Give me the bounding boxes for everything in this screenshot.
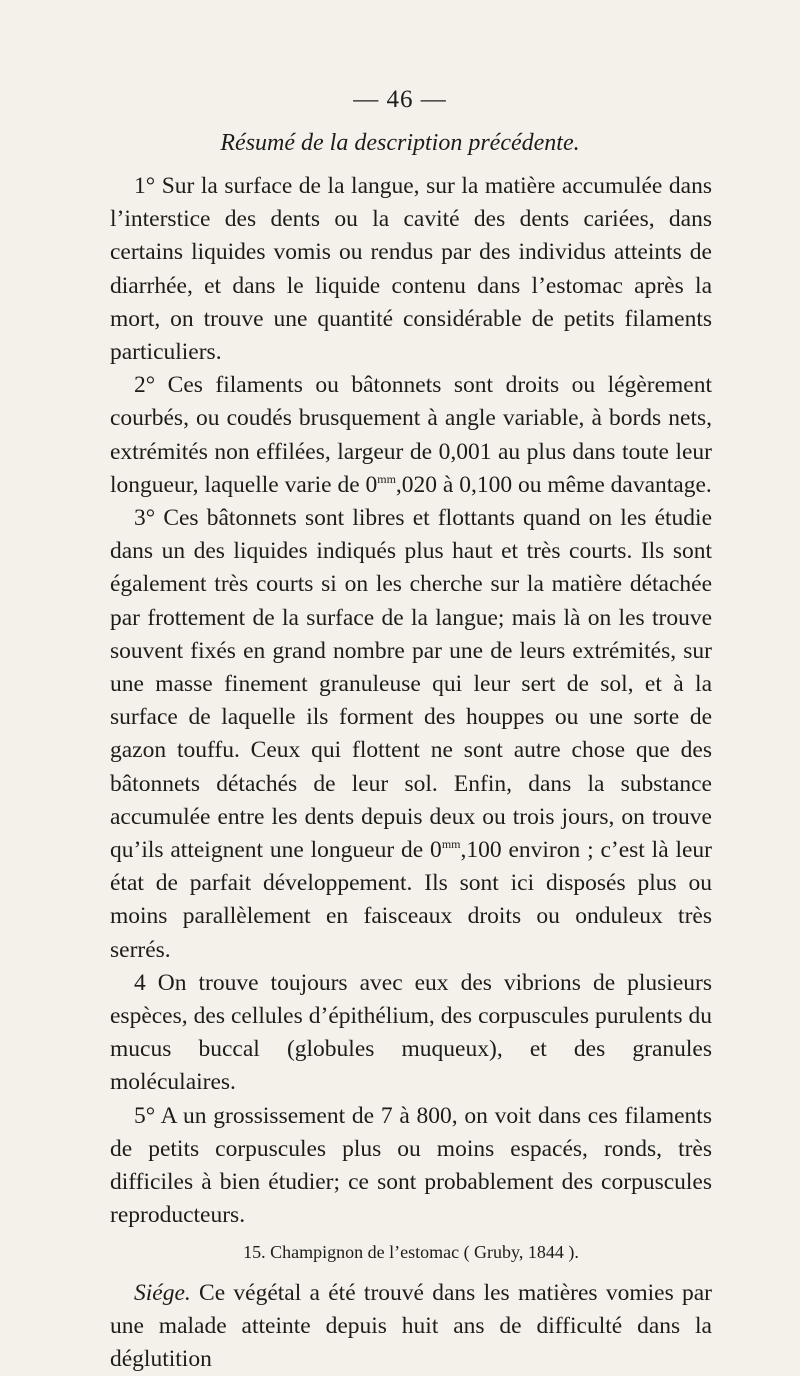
paragraph-3-part-a: 3° Ces bâtonnets sont libres et flottants quand on les étudie dans un des liquides indiqués plus haut et très courts. Ils sont également très courts si on les cherche sur la matière détachée par frottement de la surface de la langue; mais là on les trouve souvent fixés en grand nombre par une de leurs extrémités, sur une masse finement granuleuse qui leur sert de sol, et à la surface de laquelle ils forment des houppes ou une sorte de gazon touffu. Ceux qui flottent ne sont autre chose que des bâtonnets détachés de leur sol. Enfin, dans la substance accumulée entre les dents depuis deux ou trois jours, on trouve qu’ils atteignent une longueur de 0 (110, 505, 712, 863)
section-15-paragraph (110, 1277, 712, 1376)
paragraph-2-part-b: ,020 à 0,100 ou même davantage. (396, 472, 712, 498)
unit-superscript: mm (442, 837, 461, 851)
section-15-text: Ce végétal a été trouvé dans les matières vomies par une malade atteinte depuis huit ans de difficulté dans la déglutition (110, 1280, 712, 1372)
body-text (110, 170, 712, 1376)
section-15-lead: Siége. (134, 1280, 191, 1306)
unit-superscript: mm (377, 472, 396, 486)
paragraph-2 (110, 369, 712, 502)
page-number: — 46 — (0, 86, 800, 114)
paragraph-4: 4 On trouve toujours avec eux des vibrions de plusieurs espèces, des cellules d’épithélium, des corpuscules purulents du mucus buccal (globules muqueux), et des granules moléculaires. (110, 967, 712, 1100)
paragraph-1: 1° Sur la surface de la langue, sur la matière accumulée dans l’interstice des dents ou la cavité des dents cariées, dans certains liquides vomis ou rendus par des individus atteints de diarrhée, et dans le liquide contenu dans l’estomac après la mort, on trouve une quantité considérable de petits filaments particuliers. (110, 170, 712, 369)
paragraph-2-part-a: 2° Ces filaments ou bâtonnets sont droits ou légèrement courbés, ou coudés brusquement à angle variable, à bords nets, extrémités non effilées, largeur de 0,001 au plus dans toute leur longueur, laquelle varie de 0 (110, 372, 712, 498)
paragraph-3-part-b: ,100 environ ; c’est là leur état de parfait développement. Ils sont ici disposés plus ou moins parallèlement en faisceaux droits ou onduleux très serrés. (110, 837, 712, 963)
section-title: Résumé de la description précédente. (0, 130, 800, 157)
paragraph-5: 5° A un grossissement de 7 à 800, on voit dans ces filaments de petits corpuscules plus ou moins espacés, ronds, très difficiles à bien étudier; ce sont probablement des corpuscules reproducteurs. (110, 1100, 712, 1233)
section-15-heading: 15. Champignon de l’estomac ( Gruby, 1844 ). (110, 1237, 712, 1267)
paragraph-3 (110, 502, 712, 967)
